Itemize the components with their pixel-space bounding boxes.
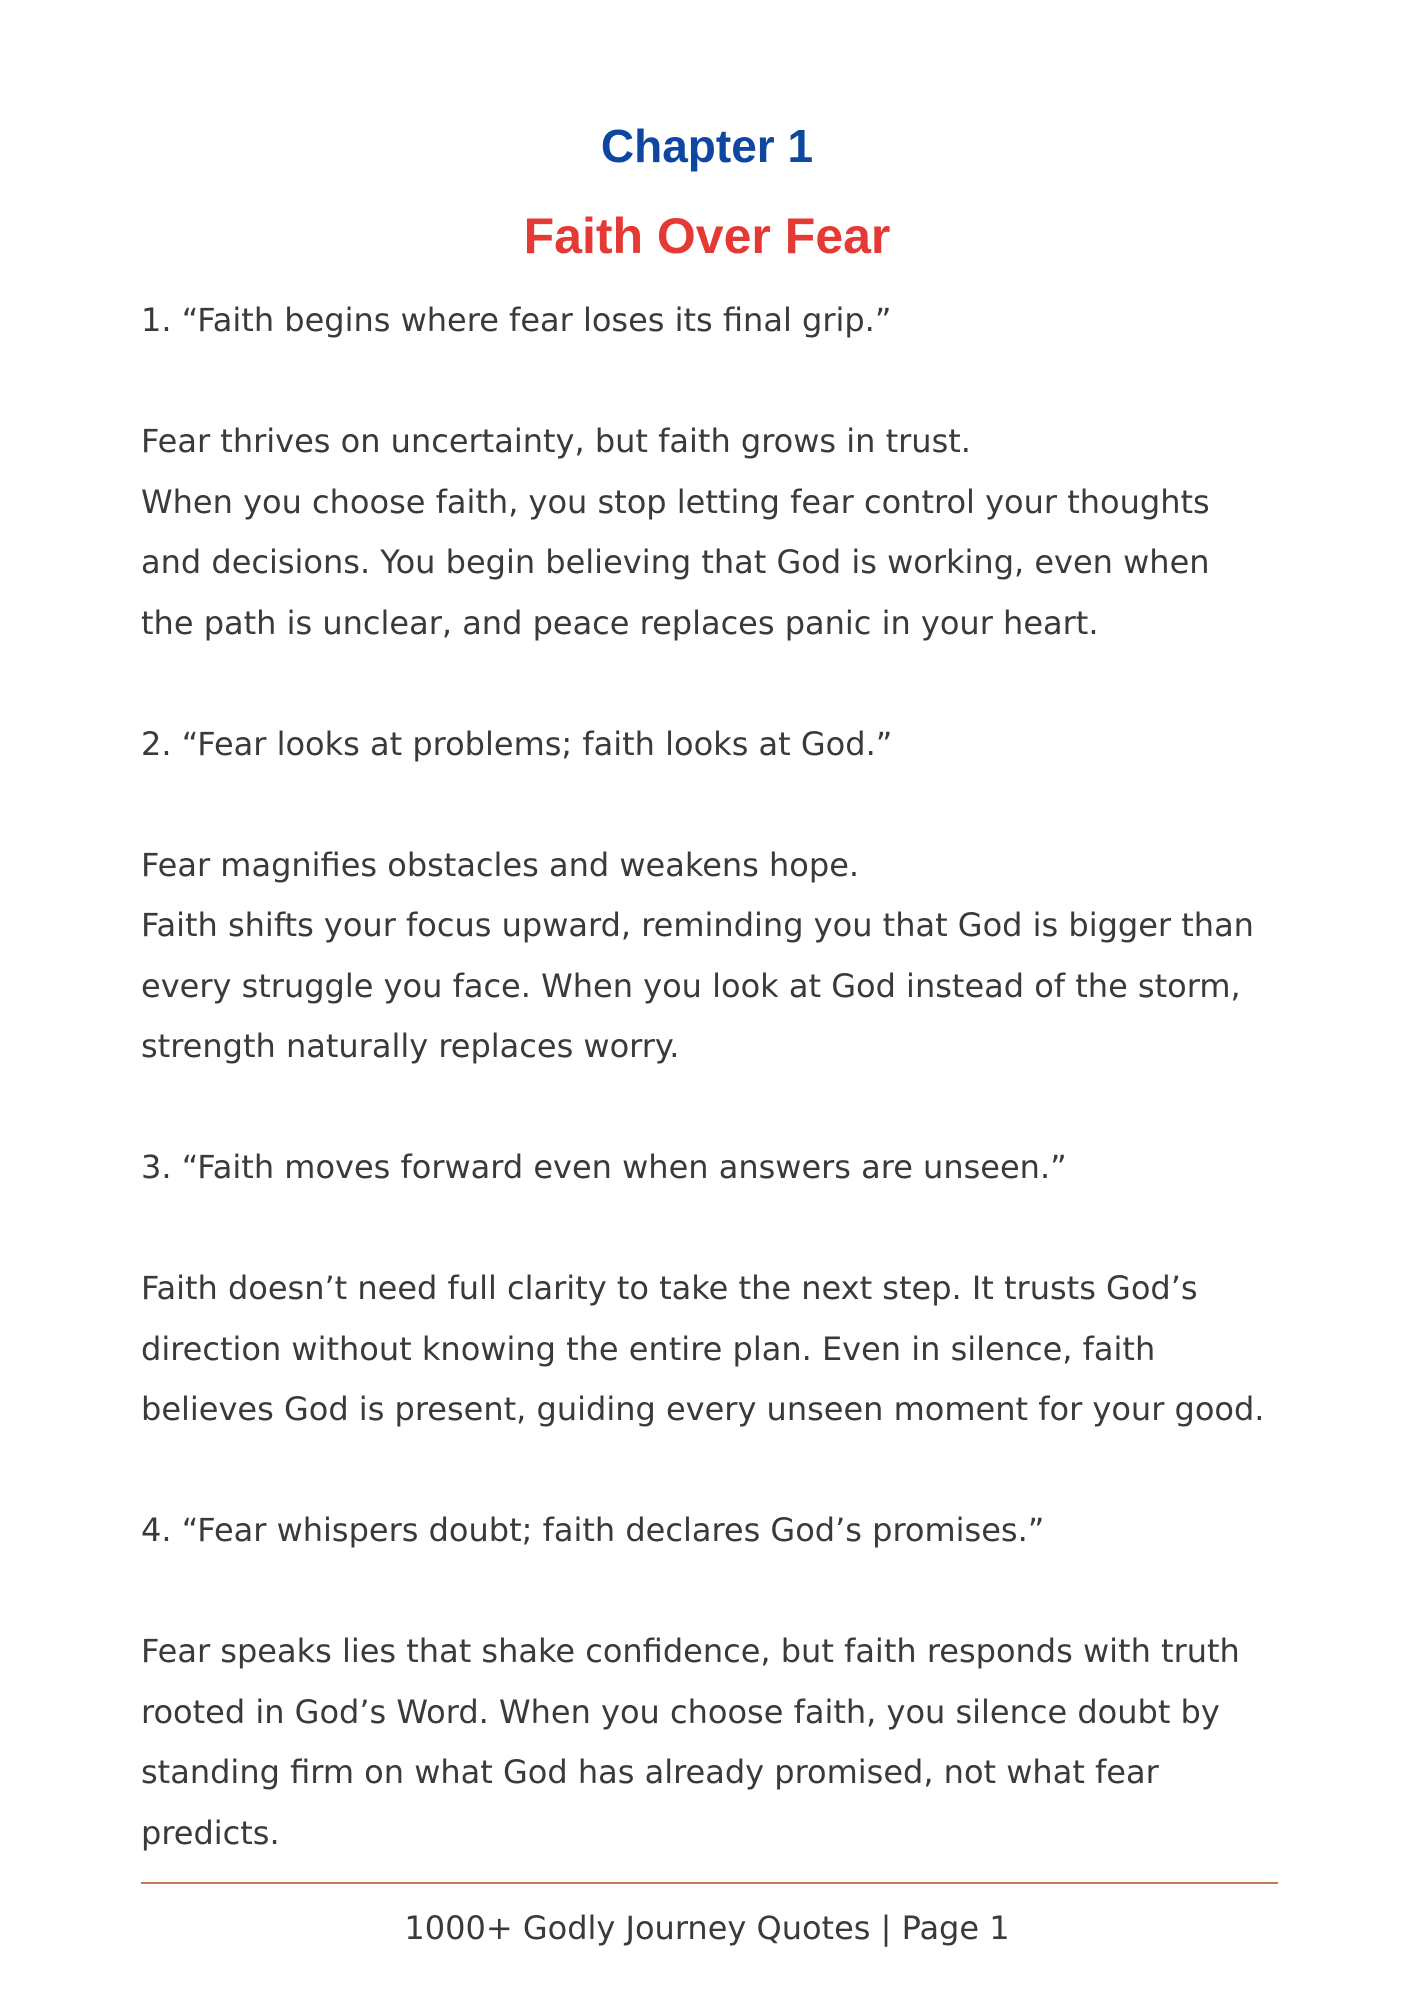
quote-3: 3. “Faith moves forward even when answers are unseen.” bbox=[141, 1148, 1067, 1186]
chapter-title: Faith Over Fear bbox=[523, 208, 891, 264]
chapter-label: Chapter 1 bbox=[600, 120, 814, 172]
explanation-line: direction without knowing the entire plan. Even in silence, faith bbox=[141, 1329, 1156, 1368]
explanation-line: Fear magnifies obstacles and weakens hope. bbox=[141, 845, 860, 884]
footer-divider bbox=[141, 1882, 1278, 1884]
explanation-line: strength naturally replaces worry. bbox=[141, 1027, 680, 1065]
spacer bbox=[141, 774, 1291, 835]
quote-2: 2. “Fear looks at problems; faith looks at God.” bbox=[141, 724, 893, 763]
spacer bbox=[141, 1440, 1291, 1501]
explanation-line: Fear thrives on uncertainty, but faith grows in trust. bbox=[141, 422, 971, 460]
explanation-line: Fear speaks lies that shake confidence, but faith responds with truth bbox=[141, 1632, 1240, 1670]
chapter-content bbox=[141, 290, 1291, 1863]
spacer bbox=[141, 1561, 1291, 1622]
quote-4: 4. “Fear whispers doubt; faith declares God’s promises.” bbox=[141, 1511, 1045, 1549]
explanation-line: and decisions. You begin believing that God is working, even when bbox=[141, 543, 1210, 581]
spacer bbox=[141, 1077, 1291, 1138]
explanation-line: Faith shifts your focus upward, reminding you that God is bigger than bbox=[141, 906, 1254, 944]
spacer bbox=[141, 351, 1291, 412]
explanation-line: the path is unclear, and peace replaces panic in your heart. bbox=[141, 603, 1099, 642]
spacer bbox=[141, 653, 1291, 714]
explanation-line: standing firm on what God has already promised, not what fear bbox=[141, 1753, 1159, 1791]
explanation-line: believes God is present, guiding every unseen moment for your good. bbox=[141, 1390, 1265, 1428]
explanation-line: rooted in God’s Word. When you choose faith, you silence doubt by bbox=[141, 1692, 1220, 1731]
explanation-line: every struggle you face. When you look at God instead of the storm, bbox=[141, 966, 1241, 1005]
spacer bbox=[141, 1198, 1291, 1259]
explanation-line: Faith doesn’t need full clarity to take the next step. It trusts God’s bbox=[141, 1269, 1198, 1307]
explanation-line: When you choose faith, you stop letting fear control your thoughts bbox=[141, 482, 1210, 521]
explanation-line: predicts. bbox=[141, 1813, 280, 1852]
quote-1: 1. “Faith begins where fear loses its final grip.” bbox=[141, 301, 892, 339]
page-footer: 1000+ Godly Journey Quotes | Page 1 bbox=[404, 1909, 1010, 1947]
